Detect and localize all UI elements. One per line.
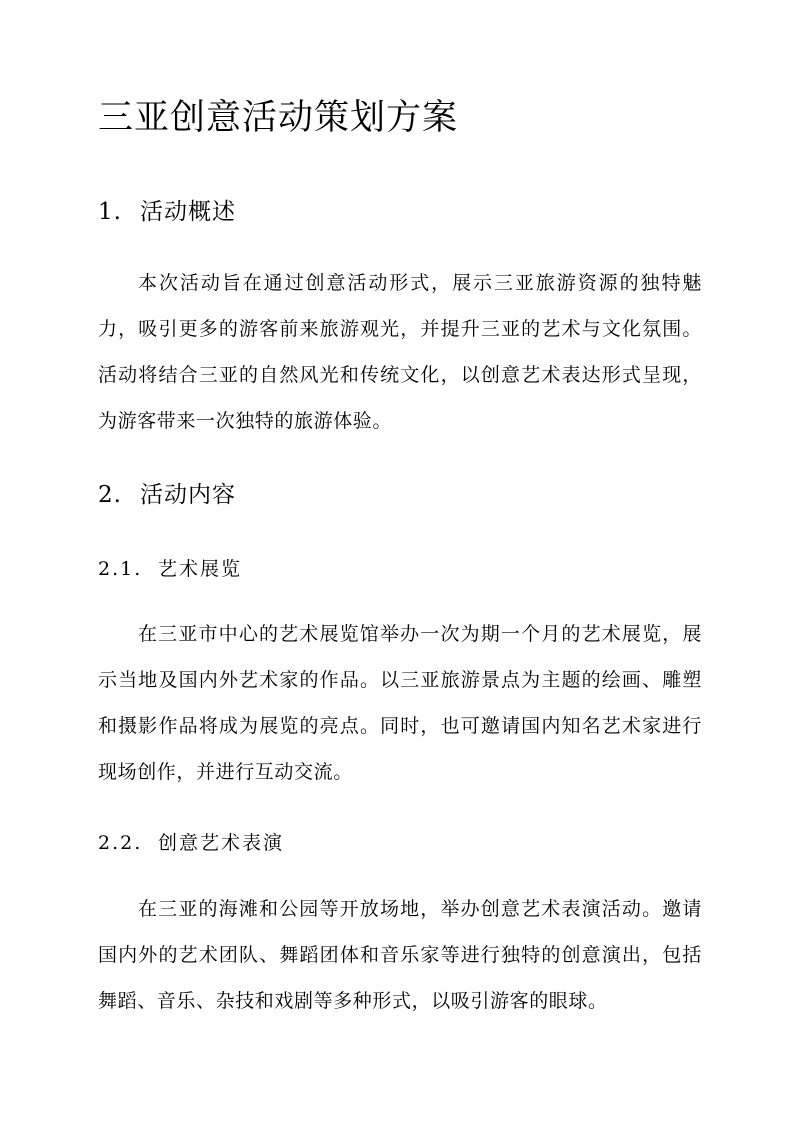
section-number: 2. xyxy=(98,482,122,508)
document-title: 三亚创意活动策划方案 xyxy=(98,98,459,138)
subsection-number: 2.1. xyxy=(98,558,143,580)
subsection-title: 艺术展览 xyxy=(158,558,243,580)
subsection-heading-art-exhibition xyxy=(98,556,242,582)
subsection-number: 2.2. xyxy=(98,832,143,854)
subsection-title: 创意艺术表演 xyxy=(158,832,285,854)
section-heading-overview xyxy=(98,197,236,227)
subsection-paragraph-art-exhibition: 在三亚市中心的艺术展览馆举办一次为期一个月的艺术展览，展示当地及国内外艺术家的作品。以三亚旅游景点为主题的绘画、雕塑和摄影作品将成为展览的亮点。同时，也可邀请国内知名艺术家进行现场创作，并进行互动交流。 xyxy=(98,623,702,783)
section-title: 活动概述 xyxy=(140,199,236,225)
section-heading-content xyxy=(98,480,236,510)
section-paragraph-overview: 本次活动旨在通过创意活动形式，展示三亚旅游资源的独特魅力，吸引更多的游客前来旅游观光，并提升三亚的艺术与文化氛围。活动将结合三亚的自然风光和传统文化，以创意艺术表达形式呈现，为游客带来一次独特的旅游体验。 xyxy=(98,272,702,432)
subsection-paragraph-art-performance: 在三亚的海滩和公园等开放场地，举办创意艺术表演活动。邀请国内外的艺术团队、舞蹈团体和音乐家等进行独特的创意演出，包括舞蹈、音乐、杂技和戏剧等多种形式，以吸引游客的眼球。 xyxy=(98,898,702,1012)
section-title: 活动内容 xyxy=(140,482,236,508)
section-number: 1. xyxy=(98,199,122,225)
subsection-heading-art-performance xyxy=(98,830,284,856)
